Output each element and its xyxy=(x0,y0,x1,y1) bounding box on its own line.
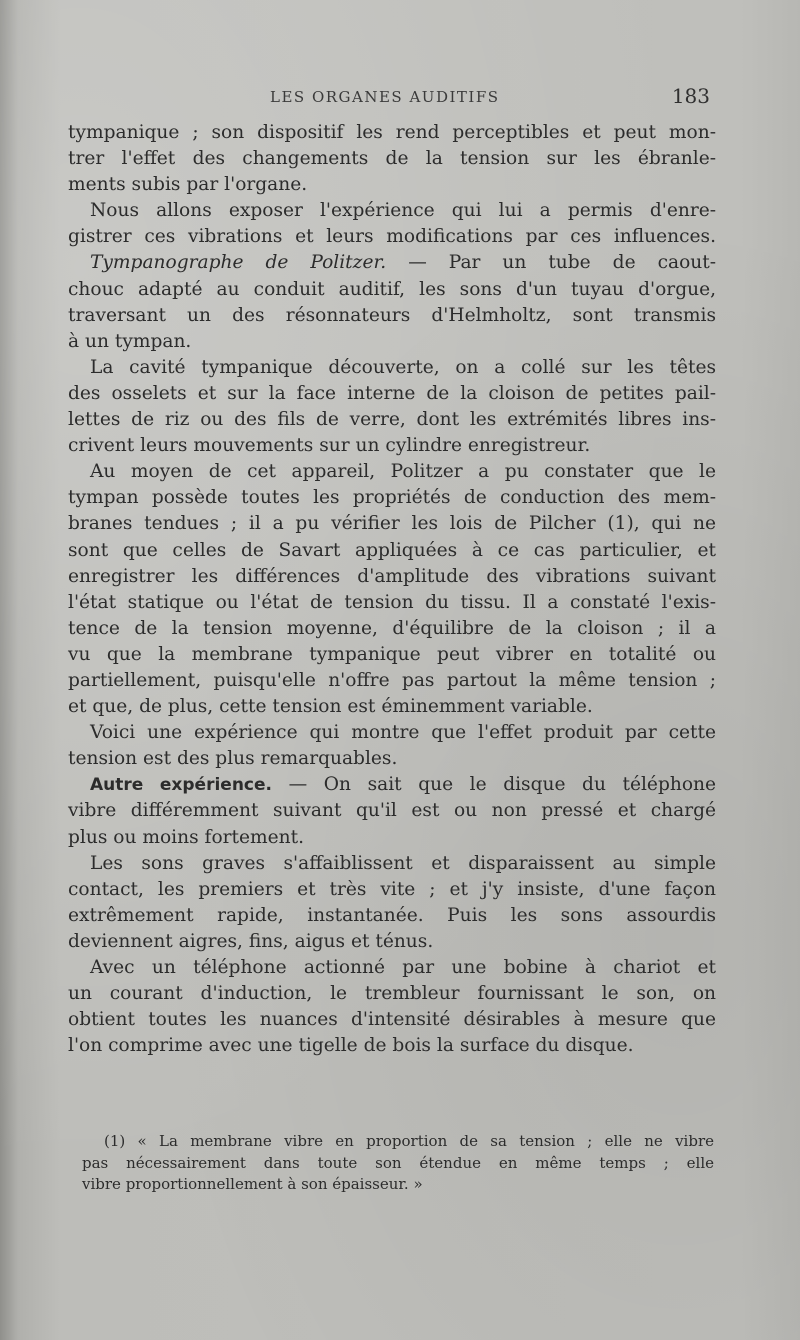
text-line: Nous allons exposer l'expérience qui lui a permis d'enre- xyxy=(90,200,716,222)
text-line: Les sons graves s'affaiblissent et disparaissent au simple xyxy=(90,852,716,874)
text-line: tympan possède toutes les propriétés de conduction des mem- xyxy=(68,487,716,509)
text-line: l'on comprime avec une tigelle de bois la surface du disque. xyxy=(68,1035,634,1057)
text-line: partiellement, puisqu'elle n'offre pas partout la même tension ; xyxy=(68,669,716,691)
text-line: branes tendues ; il a pu vérifier les lois de Pilcher (1), qui ne xyxy=(68,513,716,535)
text-line: Au moyen de cet appareil, Politzer a pu constater que le xyxy=(90,461,716,483)
text-fragment: — On sait que le disque du téléphone xyxy=(272,774,716,796)
text-line: l'état statique ou l'état de tension du tissu. Il a constaté l'exis- xyxy=(68,591,716,613)
page-number: 183 xyxy=(671,84,710,108)
text-line: enregistrer les différences d'amplitude des vibrations suivant xyxy=(68,565,716,587)
text-line: Avec un téléphone actionné par une bobine à chariot et xyxy=(90,957,716,978)
section-title-autre-experience: Autre expérience. xyxy=(90,775,272,796)
text-line: lettes de riz ou des fils de verre, dont les extrémités libres ins- xyxy=(68,409,716,431)
text-line: à un tympan. xyxy=(68,330,192,352)
running-head: LES ORGANES AUDITIFS xyxy=(270,88,500,106)
text-line: tence de la tension moyenne, d'équilibre de la cloison ; il a xyxy=(68,617,716,639)
footnote-line: vibre proportionnellement à son épaisseur. » xyxy=(82,1175,423,1193)
text-line: traversant un des résonnateurs d'Helmholtz, sont transmis xyxy=(68,304,716,326)
text-line: sont que celles de Savart appliquées à ce cas particulier, et xyxy=(68,539,716,561)
body-text xyxy=(68,120,716,1059)
text-line: vu que la membrane tympanique peut vibrer en totalité ou xyxy=(68,643,716,665)
text-line: crivent leurs mouvements sur un cylindre enregistreur. xyxy=(68,435,591,457)
page-header xyxy=(70,84,710,112)
text-fragment: — Par un tube de caout- xyxy=(386,252,716,274)
text-line: des osselets et sur la face interne de la cloison de petites pail- xyxy=(68,382,716,404)
text-line: tension est des plus remarquables. xyxy=(68,748,398,770)
text-line: deviennent aigres, fins, aigus et ténus. xyxy=(68,930,434,952)
text-line: Voici une expérience qui montre que l'effet produit par cette xyxy=(90,722,716,744)
text-line: gistrer ces vibrations et leurs modifications par ces influences. xyxy=(68,226,716,248)
section-title-tympanographe: Tympanographe de Politzer. xyxy=(90,252,387,274)
text-line: extrêmement rapide, instantanée. Puis les sons assourdis xyxy=(68,904,716,926)
text-line xyxy=(68,772,716,798)
text-line: un courant d'induction, le trembleur fournissant le son, on xyxy=(68,983,716,1005)
text-line: trer l'effet des changements de la tension sur les ébranle- xyxy=(68,148,716,170)
text-line: contact, les premiers et très vite ; et j'y insiste, d'une façon xyxy=(68,878,716,900)
text-line xyxy=(68,250,716,276)
text-line: tympanique ; son dispositif les rend perceptibles et peut mon- xyxy=(68,122,716,143)
text-line: vibre différemment suivant qu'il est ou non pressé et chargé xyxy=(68,800,716,822)
text-line: plus ou moins fortement. xyxy=(68,826,304,848)
footnote-line: (1) « La membrane vibre en proportion de sa tension ; elle ne vibre xyxy=(104,1132,714,1150)
text-line: chouc adapté au conduit auditif, les sons d'un tuyau d'orgue, xyxy=(68,278,716,300)
text-line: La cavité tympanique découverte, on a collé sur les têtes xyxy=(90,356,716,378)
footnote-line: pas nécessairement dans toute son étendue en même temps ; elle xyxy=(82,1153,714,1172)
footnote xyxy=(82,1131,714,1196)
text-line: et que, de plus, cette tension est éminemment variable. xyxy=(68,696,593,718)
text-line: ments subis par l'organe. xyxy=(68,174,308,196)
text-line: obtient toutes les nuances d'intensité désirables à mesure que xyxy=(68,1009,716,1031)
